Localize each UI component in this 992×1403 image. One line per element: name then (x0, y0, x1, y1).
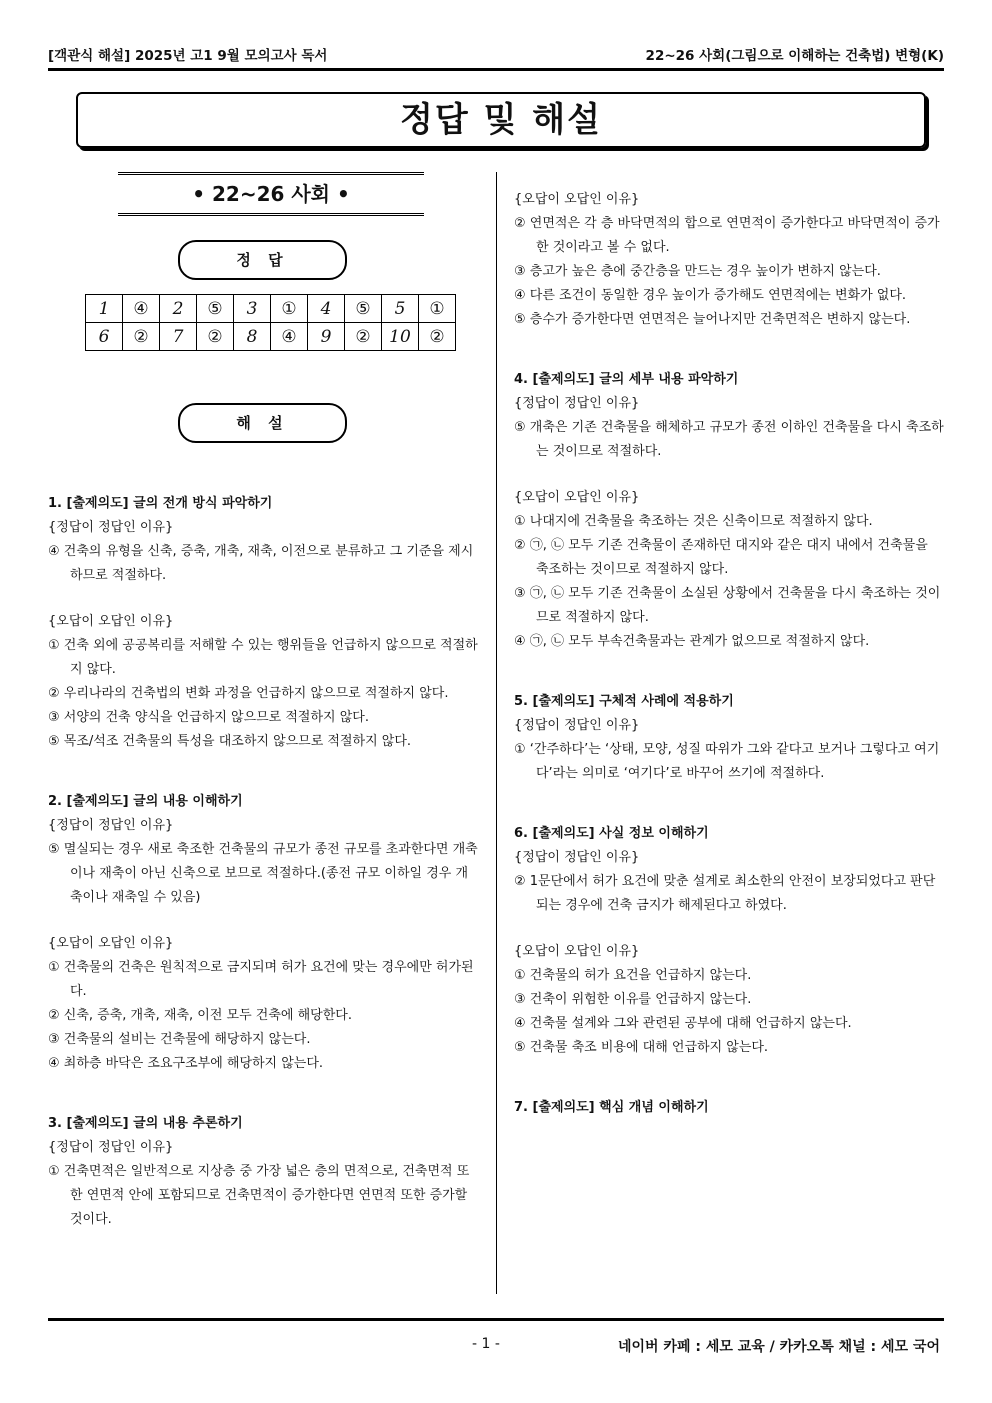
spacer (48, 1076, 478, 1098)
explanation-item: ② 신축, 증축, 개축, 재축, 이전 모두 건축에 해당한다. (48, 1008, 352, 1023)
explanation-item: ③ 층고가 높은 층에 중간층을 만드는 경우 높이가 변하지 않는다. (514, 264, 881, 279)
spacer (514, 654, 944, 676)
answer-choice: ④ (271, 323, 308, 351)
explanation-item: ② 연면적은 각 층 바닥면적의 합으로 연면적이 증가한다고 바닥면적이 증가한 것이라고 볼 수 없다. (514, 216, 940, 255)
explanation-item: ⑤ 개축은 기존 건축물을 해체하고 규모가 종전 이하인 건축물을 다시 축조하는 것이므로 적절하다. (514, 420, 944, 459)
answer-table (85, 294, 456, 351)
right-column (514, 188, 944, 1120)
subheading: {오답이 오답인 이유} (514, 192, 640, 207)
answer-choice: ① (419, 295, 456, 323)
answer-choice: ② (197, 323, 234, 351)
spacer (514, 332, 944, 354)
question-number: 7 (160, 323, 197, 351)
explanation-item: ⑤ 멸실되는 경우 새로 축조한 건축물의 규모가 종전 규모를 초과한다면 개축이나 재축이 아닌 신축으로 보므로 적절하다.(종전 규모 이하일 경우 개축이나 재축일 수 있음) (48, 842, 478, 905)
explanation-item: ③ 건축물의 설비는 건축물에 해당하지 않는다. (48, 1032, 311, 1047)
answer-choice: ⑤ (197, 295, 234, 323)
question-number: 3 (234, 295, 271, 323)
question-number: 1 (86, 295, 123, 323)
question-number: 5 (382, 295, 419, 323)
explanation-item: ① 나대지에 건축물을 축조하는 것은 신축이므로 적절하지 않다. (514, 514, 873, 529)
spacer (48, 910, 478, 932)
subheading: {정답이 정답인 이유} (48, 1140, 174, 1155)
header-right: 22~26 사회(그림으로 이해하는 건축법) 변형(K) (645, 48, 944, 64)
explanation-item: ② 우리나라의 건축법의 변화 과정을 언급하지 않으므로 적절하지 않다. (48, 686, 449, 701)
explanation-item: ③ 서양의 건축 양식을 언급하지 않으므로 적절하지 않다. (48, 710, 369, 725)
spacer (514, 786, 944, 808)
question-number: 2 (160, 295, 197, 323)
question-heading: 4. [출제의도] 글의 세부 내용 파악하기 (514, 372, 739, 387)
explanation-item: ④ 건축물 설계와 그와 관련된 공부에 대해 언급하지 않는다. (514, 1016, 852, 1031)
explanation-item: ④ 최하층 바닥은 조요구조부에 해당하지 않는다. (48, 1056, 324, 1071)
spacer (514, 918, 944, 940)
column-divider (496, 172, 497, 1294)
subheading: {정답이 정답인 이유} (514, 850, 640, 865)
answer-choice: ② (345, 323, 382, 351)
explanation-item: ③ ㉠, ㉡ 모두 기존 건축물이 소실된 상황에서 건축물을 다시 축조하는 것이므로 적절하지 않다. (514, 586, 941, 625)
subheading: {정답이 정답인 이유} (514, 718, 640, 733)
question-heading: 7. [출제의도] 핵심 개념 이해하기 (514, 1100, 709, 1115)
question-number: 4 (308, 295, 345, 323)
subheading: {오답이 오답인 이유} (514, 490, 640, 505)
page-number: - 1 - (472, 1336, 500, 1352)
explanation-item: ① 건축물의 건축은 원칙적으로 금지되며 허가 요건에 맞는 경우에만 허가된다. (48, 960, 474, 999)
explanation-item: ④ 건축의 유형을 신축, 증축, 개축, 재축, 이전으로 분류하고 그 기준을 제시하므로 적절하다. (48, 544, 474, 583)
answer-label: 정 답 (178, 240, 347, 280)
explanation-item: ② ㉠, ㉡ 모두 기존 건축물이 존재하던 대지와 같은 대지 내에서 건축물을 축조하는 것이므로 적절하지 않다. (514, 538, 928, 577)
question-heading: 6. [출제의도] 사실 정보 이해하기 (514, 826, 709, 841)
explanation-item: ④ 다른 조건이 동일한 경우 높이가 증가해도 연면적에는 변화가 없다. (514, 288, 907, 303)
explanation-item: ④ ㉠, ㉡ 모두 부속건축물과는 관계가 없으므로 적절하지 않다. (514, 634, 870, 649)
explanation-item: ① ‘간주하다’는 ‘상태, 모양, 성질 따위가 그와 같다고 보거나 그렇다고 여기다’라는 의미로 ‘여기다’로 바꾸어 쓰기에 적절하다. (514, 742, 940, 781)
explanation-item: ⑤ 목조/석조 건축물의 특성을 대조하지 않으므로 적절하지 않다. (48, 734, 412, 749)
subheading: {오답이 오답인 이유} (48, 614, 174, 629)
spacer (48, 754, 478, 776)
spacer (514, 1060, 944, 1082)
question-heading: 5. [출제의도] 구체적 사례에 적용하기 (514, 694, 734, 709)
subheading: {정답이 정답인 이유} (48, 520, 174, 535)
footer-credit: 네이버 카페 : 세모 교육 / 카카오톡 채널 : 세모 국어 (617, 1339, 940, 1355)
explanation-item: ⑤ 층수가 증가한다면 연면적은 늘어나지만 건축면적은 변하지 않는다. (514, 312, 911, 327)
explanation-item: ① 건축 외에 공공복리를 저해할 수 있는 행위들을 언급하지 않으므로 적절하지 않다. (48, 638, 478, 677)
explanation-item: ① 건축면적은 일반적으로 지상층 중 가장 넓은 층의 면적으로, 건축면적 또한 연면적 안에 포함되므로 건축면적이 증가한다면 연면적 또한 증가할 것이다. (48, 1164, 470, 1227)
answer-choice: ④ (123, 295, 160, 323)
footer-rule (48, 1318, 944, 1321)
explanation-label: 해 설 (178, 403, 347, 443)
explanation-item: ① 건축물의 허가 요건을 언급하지 않는다. (514, 968, 752, 983)
section-title: • 22~26 사회 • (118, 172, 424, 216)
header-left: [객관식 해설] 2025년 고1 9월 모의고사 독서 (48, 48, 328, 64)
left-column (48, 492, 478, 1232)
question-number: 8 (234, 323, 271, 351)
answer-choice: ⑤ (345, 295, 382, 323)
subheading: {오답이 오답인 이유} (514, 944, 640, 959)
subheading: {정답이 정답인 이유} (514, 396, 640, 411)
page-title: 정답 및 해설 (76, 92, 926, 148)
answer-choice: ② (419, 323, 456, 351)
question-heading: 2. [출제의도] 글의 내용 이해하기 (48, 794, 243, 809)
question-heading: 1. [출제의도] 글의 전개 방식 파악하기 (48, 496, 273, 511)
answer-choice: ② (123, 323, 160, 351)
question-number: 6 (86, 323, 123, 351)
answer-choice: ① (271, 295, 308, 323)
question-number: 10 (382, 323, 419, 351)
page-header (48, 44, 944, 66)
spacer (514, 464, 944, 486)
question-heading: 3. [출제의도] 글의 내용 추론하기 (48, 1116, 243, 1131)
header-rule (48, 68, 944, 71)
explanation-item: ⑤ 건축물 축조 비용에 대해 언급하지 않는다. (514, 1040, 769, 1055)
explanation-item: ③ 건축이 위험한 이유를 언급하지 않는다. (514, 992, 752, 1007)
subheading: {오답이 오답인 이유} (48, 936, 174, 951)
explanation-item: ② 1문단에서 허가 요건에 맞춘 설계로 최소한의 안전이 보장되었다고 판단되는 경우에 건축 금지가 해제된다고 하였다. (514, 874, 936, 913)
question-number: 9 (308, 323, 345, 351)
subheading: {정답이 정답인 이유} (48, 818, 174, 833)
spacer (48, 588, 478, 610)
